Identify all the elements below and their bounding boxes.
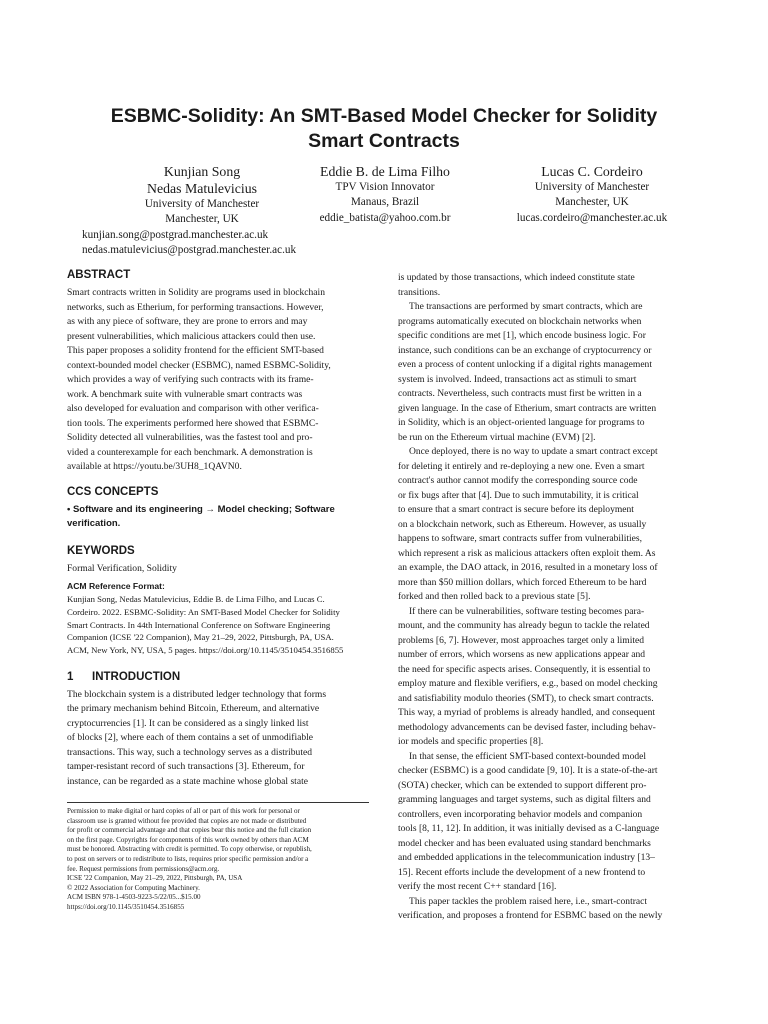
paragraph <box>398 300 700 445</box>
keywords-heading: KEYWORDS <box>67 544 135 557</box>
text-line: controllers, even incorporating behavior models and companion <box>398 808 643 820</box>
text-line: mount, and the community has already begun to tackle the related <box>398 620 650 631</box>
footnote-line: must be honored. Abstracting with credit is permitted. To copy otherwise, or republish, <box>67 845 312 854</box>
text-line: the need for specific aspects arises. Consequently, it is essential to <box>398 663 651 675</box>
title-line: Smart Contracts <box>308 130 460 152</box>
introduction-line: The blockchain system is a distributed ledger technology that forms <box>67 688 327 700</box>
text-line: contract's author cannot modify the corresponding source code <box>398 475 638 486</box>
author-email: lucas.cordeiro@manchester.ac.uk <box>516 211 668 224</box>
paper-title <box>40 104 728 154</box>
text-line: more than $50 million dollars, which forced Ethereum to be hard <box>398 576 647 588</box>
footnote-line: on the first page. Copyrights for components of this work owned by others than ACM <box>67 835 309 844</box>
author-name: Lucas C. Cordeiro <box>541 164 643 179</box>
text-line: specific conditions are met [1], which encode business logic. For <box>398 330 646 341</box>
text-line: verification, and proposes a frontend for ESBMC based on the newly <box>398 910 663 921</box>
text-line: even a process of content unlocking if a digital rights management <box>398 359 652 370</box>
section-number: 1 <box>67 670 74 683</box>
text-line: employ mature and flexible verifiers, e.g., based on model checking <box>398 678 658 689</box>
text-line: model checker and has been evaluated using standard benchmarks <box>398 837 651 849</box>
text-line: 15]. Recent efforts include the development of a new frontend to <box>398 866 646 878</box>
acm-reference-heading: ACM Reference Format: <box>67 581 165 591</box>
paragraph <box>398 750 700 895</box>
abstract-line: tion tools. The experiments performed here showed that ESBMC- <box>67 417 319 429</box>
footnote-line: classroom use is granted without fee provided that copies are not made or distributed <box>67 816 307 825</box>
text-line: number of errors, which worsens as new applications appear and <box>398 649 646 660</box>
text-line: This way, a myriad of problems is already handled, and consequent <box>398 707 656 718</box>
paragraph <box>398 605 700 750</box>
author-email: eddie_batista@yahoo.com.br <box>319 211 451 224</box>
paragraph <box>398 895 700 924</box>
text-line: on a blockchain network, such as Ethereum. However, as usually <box>398 518 647 530</box>
author-block-lima-filho <box>300 163 470 226</box>
text-line: and satisfiability modulo theories (SMT), to check smart contracts. <box>398 692 654 704</box>
text-line: ior models and specific properties [8]. <box>398 736 544 747</box>
footnote-line: ICSE '22 Companion, May 21–29, 2022, Pittsburgh, PA, USA <box>67 874 243 883</box>
ccs-line: verification. <box>67 517 121 529</box>
text-line: system is involved. Indeed, transactions act as stimuli to smart <box>398 373 637 385</box>
abstract-line: work. A benchmark suite with vulnerable smart contracts was <box>67 388 303 400</box>
introduction-line: cryptocurrencies [1]. It can be considered as a singly linked list <box>67 717 309 729</box>
text-line: or fix bugs after that [4]. Due to such immutability, it is critical <box>398 489 639 501</box>
introduction-left-text <box>67 688 369 790</box>
author-location: Manaus, Brazil <box>350 196 420 209</box>
text-line: instance, such conditions can be an exchange of cryptocurrency or <box>398 344 652 356</box>
footnote-line: for profit or commercial advantage and that copies bear this notice and the full citation <box>67 826 312 835</box>
abstract-line: context-bounded model checker (ESBMC), named ESBMC-Solidity, <box>67 359 331 371</box>
acm-reference-text <box>67 593 369 657</box>
footnote-line: fee. Request permissions from permissions@acm.org. <box>67 864 220 873</box>
text-line: programs automatically executed on blockchain networks when <box>398 315 642 327</box>
text-line: forked and then rolled back to a previous state [5]. <box>398 591 591 602</box>
author-location: Manchester, UK <box>165 213 239 226</box>
author-affiliation: University of Manchester <box>534 181 650 193</box>
text-line: problems [6, 7]. However, most approaches target only a limited <box>398 634 645 646</box>
left-column <box>67 266 369 789</box>
text-line: (SOTA) checker, which can be extended to support different pro- <box>398 779 647 791</box>
text-line: contracts. Nevertheless, such contracts must first be written in a <box>398 388 642 399</box>
acm-reference-line: Smart Contracts. In 44th International Conference on Software Engineering <box>67 619 331 630</box>
ccs-concepts-text <box>67 503 369 531</box>
abstract-line: which provides a way of verifying such contracts with its frame- <box>67 374 314 385</box>
paragraph <box>398 445 700 605</box>
text-line: for deleting it entirely and re-deploying a new one. Even a smart <box>398 460 645 472</box>
text-line: In that sense, the efficient SMT-based context-bounded model <box>409 750 647 762</box>
footnote-line: Permission to make digital or hard copies of all or part of this work for personal or <box>67 807 300 815</box>
paragraph <box>398 271 700 300</box>
acm-reference-line: Kunjian Song, Nedas Matulevicius, Eddie B. de Lima Filho, and Lucas C. <box>67 594 325 604</box>
text-line: to ensure that a smart contract is secure before its deployment <box>398 504 634 515</box>
introduction-right-text <box>398 271 700 924</box>
copyright-footnote <box>67 807 369 913</box>
text-line: an example, the DAO attack, in 2016, resulted in a monetary loss of <box>398 562 658 573</box>
abstract-line: networks, such as Etherium, for performing transactions. However, <box>67 301 324 313</box>
introduction-line: of blocks [2], where each of them contains a set of unmodifiable <box>67 732 314 744</box>
author-affiliation: University of Manchester <box>144 198 260 210</box>
abstract-line: as with any piece of software, they are prone to errors and may <box>67 316 308 327</box>
author-name: Nedas Matulevicius <box>147 181 257 196</box>
footnote-rule <box>67 802 369 803</box>
abstract-line: present vulnerabilities, which malicious attackers could then use. <box>67 330 316 342</box>
text-line: given language. In the case of Etherium, smart contracts are written <box>398 402 657 414</box>
abstract-line: also developed for evaluation and comparison with other verifica- <box>67 403 319 414</box>
introduction-heading <box>67 668 369 686</box>
author-email: nedas.matulevicius@postgrad.manchester.ac.uk <box>82 244 297 257</box>
abstract-line: Smart contracts written in Solidity are programs used in blockchain <box>67 287 325 298</box>
right-column <box>398 271 700 924</box>
abstract-line: available at https://youtu.be/3UH8_1QAVN0. <box>67 461 242 472</box>
abstract-heading: ABSTRACT <box>67 269 131 281</box>
abstract-line: This paper proposes a solidity frontend for the efficient SMT-based <box>67 345 324 356</box>
text-line: verify the most recent C++ standard [16]. <box>398 881 557 892</box>
author-location: Manchester, UK <box>555 196 629 209</box>
text-line: is updated by those transactions, which indeed constitute state <box>398 272 635 283</box>
text-line: checker (ESBMC) is a good candidate [9, 10]. It is a state-of-the-art <box>398 765 658 776</box>
acm-reference-line: ACM, New York, NY, USA, 5 pages. https://doi.org/10.1145/3510454.3516855 <box>67 645 344 656</box>
text-line: The transactions are performed by smart contracts, which are <box>409 301 643 312</box>
keywords-text: Formal Verification, Solidity <box>67 562 177 574</box>
abstract-text <box>67 286 369 475</box>
footnote-line: ACM ISBN 978-1-4503-9223-5/22/05...$15.00 <box>67 893 201 902</box>
author-name: Kunjian Song <box>163 164 241 179</box>
abstract-line: Solidity detected all vulnerabilities, was the fastest tool and pro- <box>67 432 313 443</box>
abstract-line: vided a counterexample for each benchmark. A demonstration is <box>67 446 313 458</box>
introduction-line: the primary mechanism behind Bitcoin, Ethereum, and alternative <box>67 703 320 715</box>
author-email: kunjian.song@postgrad.manchester.ac.uk <box>82 228 269 241</box>
text-line: and embedded applications in the telecommunication industry [13– <box>398 852 655 863</box>
title-line: ESBMC-Solidity: An SMT-Based Model Checker for Solidity <box>110 105 658 127</box>
author-block-cordeiro <box>497 163 687 226</box>
text-line: methodology advancements can be devised faster, including behav- <box>398 721 656 733</box>
text-line: happens to software, smart contracts suffer from vulnerabilities, <box>398 533 642 544</box>
ccs-concepts-heading: CCS CONCEPTS <box>67 485 159 498</box>
section-title: INTRODUCTION <box>92 670 181 683</box>
author-affiliation: TPV Vision Innovator <box>335 181 435 193</box>
footnote-line: https://doi.org/10.1145/3510454.3516855 <box>67 902 185 911</box>
text-line: gramming languages and target systems, such as digital filters and <box>398 794 651 805</box>
text-line: in Solidity, which is an object-oriented language for programs to <box>398 417 645 428</box>
introduction-line: transactions. This way, such a technology serves as a distributed <box>67 746 312 758</box>
ccs-line: • Software and its engineering → Model checking; Software <box>67 503 335 515</box>
text-line: transitions. <box>398 286 441 298</box>
acm-reference-line: Cordeiro. 2022. ESBMC-Solidity: An SMT-Based Model Checker for Solidity <box>67 606 340 617</box>
introduction-line: instance, can be regarded as a state machine whose global state <box>67 775 308 787</box>
text-line: tools [8, 11, 12]. In addition, it was initially devised as a C-language <box>398 823 660 834</box>
footnote-line: © 2022 Association for Computing Machinery. <box>67 883 200 892</box>
text-line: If there can be vulnerabilities, software testing becomes para- <box>409 605 645 617</box>
text-line: This paper tackles the problem raised here, i.e., smart-contract <box>409 895 648 907</box>
author-name: Eddie B. de Lima Filho <box>320 164 450 179</box>
acm-reference-line: Companion (ICSE '22 Companion), May 21–29, 2022, Pittsburgh, PA, USA. <box>67 632 334 643</box>
text-line: which represent a risk as malicious attackers often exploit them. As <box>398 547 656 559</box>
text-line: Once deployed, there is no way to update a smart contract except <box>409 446 658 457</box>
text-line: be run on the Ethereum virtual machine (EVM) [2]. <box>398 431 596 443</box>
footnote-line: to post on servers or to redistribute to lists, requires prior specific permission and/or a <box>67 854 309 863</box>
author-block-song-matulevicius <box>82 163 322 259</box>
introduction-line: tamper-resistant record of such transactions [3]. Ethereum, for <box>67 761 305 773</box>
